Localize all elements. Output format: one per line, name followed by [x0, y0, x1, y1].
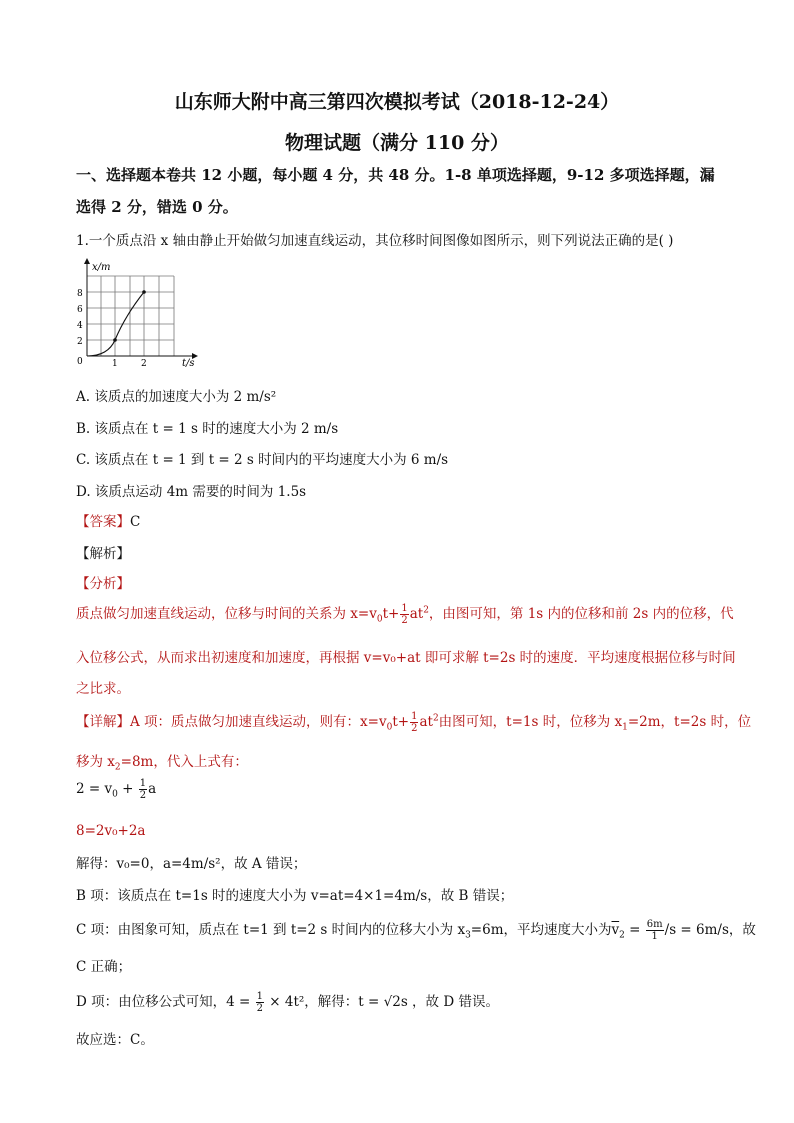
c-frac-num: 6m — [646, 919, 663, 930]
detail-line2: 移为 $x_2=8m$，代入上式有： — [76, 754, 248, 773]
detail-tag: 【详解】 — [76, 714, 130, 730]
answer-tag: 【答案】 — [76, 514, 130, 530]
d-frac-den: 2 — [256, 1003, 263, 1014]
curve-point-2s — [142, 290, 146, 294]
c-end: ，故 — [728, 922, 756, 938]
c-explanation-line2: C 正确； — [76, 959, 132, 975]
d-text-b: × 4t²，解得：t = √2s ，故 D 错误。 — [264, 994, 499, 1010]
eq1-num: 1 — [139, 778, 147, 789]
eq1-left: 2 = v — [76, 781, 113, 797]
equation-1: $2 = v_0$ + $\frac{1}{2}$ a — [76, 778, 157, 801]
exam-subtitle: 物理试题（满分 110 分） — [285, 132, 509, 154]
d-fraction — [256, 991, 264, 1014]
half-fraction — [400, 603, 408, 626]
eq1-den: 2 — [139, 790, 147, 801]
x-tick-2: 2 — [141, 359, 147, 369]
analysis-text-b: t+ — [382, 606, 400, 622]
c-fraction — [646, 919, 664, 942]
origin-label: 0 — [77, 357, 83, 367]
d-text-a: D 项：由位移公式可知，4 = — [76, 994, 255, 1010]
option-c: C. 该质点在 t = 1 到 t = 2 s 时间内的平均速度大小为 6 m/s — [76, 452, 449, 468]
y-tick-4: 4 — [77, 321, 83, 331]
c-frac-den: 1 — [651, 931, 658, 942]
detail-text-c: at — [419, 714, 433, 730]
c-mid: /s = 6 — [664, 922, 705, 938]
answer-value: C — [130, 514, 141, 530]
detail-text-a: A 项：质点做匀加速直线运动，则有：x=v — [130, 714, 387, 730]
c-text-a: C 项：由图象可知，质点在 t=1 到 t=2 s 时间内的位移大小为 x — [76, 922, 466, 938]
detail-line1: 【详解】A 项：质点做匀加速直线运动，则有：$x=v_0t+$ $\frac{1}{2}$ $at^2$由图可知，t=1s 时，位移为 $x_1=2m$，t=2s 时，位 — [76, 711, 752, 734]
graph-grid — [87, 276, 174, 356]
detail-text-d: 由图可知，t=1s 时，位移为 x — [438, 714, 623, 730]
analysis-line2: 入位移公式，从而求出初速度和加速度，再根据 v=v₀+at 即可求解 t=2s 时的速度．平均速度根据位移与时间 — [76, 650, 736, 666]
solve-line: 解得：v₀=0，a=4m/s²，故 A 错误； — [76, 856, 307, 872]
fenxi-tag: 【分析】 — [76, 576, 130, 592]
equation-2: 8=2v₀+2a — [76, 823, 146, 839]
x-t-graph — [72, 256, 202, 372]
c-explanation-line1: C 项：由图象可知，质点在 t=1 到 t=2 s 时间内的位移大小为 $x_3=6m$，平均速度大小为$\overline{v}_2$ = $\frac{6m}{1}$ /s = 6m/s，故 — [76, 919, 756, 942]
d-explanation — [76, 990, 499, 1014]
eq1-fraction — [139, 778, 147, 801]
analysis-line1: 质点做匀加速直线运动，位移与时间的关系为 $x=v_0t+$ $\frac{1}{2}$ $at^2$，由图可知，第 1s 内的位移和前 2s 内的位移，代 — [76, 603, 734, 626]
detail-text-e: =2m，t=2s 时，位 — [627, 714, 752, 730]
conclusion: 故应选：C。 — [76, 1032, 154, 1048]
analysis-text-a: 质点做匀加速直线运动，位移与时间的关系为 x=v — [76, 606, 377, 622]
analysis-text-c: at — [409, 606, 424, 622]
y-axis-label: x/m — [92, 262, 111, 273]
question-stem: 1.一个质点沿 x 轴由静止开始做匀加速直线运动，其位移时间图像如图所示，则下列说法正确的是( ) — [76, 233, 674, 249]
y-tick-6: 6 — [77, 305, 83, 315]
detail-text-b: t+ — [392, 714, 410, 730]
option-a: A. 该质点的加速度大小为 2 m/s² — [76, 389, 277, 405]
analysis-text-d: ，由图可知，第 1s 内的位移和前 2s 内的位移，代 — [428, 606, 734, 622]
y-tick-8: 8 — [77, 289, 83, 299]
half-den: 2 — [401, 615, 408, 626]
curve-point-1s — [113, 338, 117, 342]
half-fraction-2 — [410, 711, 418, 734]
analysis-line3: 之比求。 — [76, 681, 130, 697]
x-tick-1: 1 — [112, 359, 118, 369]
section-heading-line2: 选得 2 分，错选 0 分。 — [76, 198, 238, 216]
c-vbar: $\overline{v}$ — [611, 922, 620, 938]
b-explanation: B 项：该质点在 t=1s 时的速度大小为 v=at=4×1=4m/s，故 B 错误； — [76, 888, 514, 904]
exam-title: 山东师大附中高三第四次模拟考试（2018-12-24） — [174, 91, 620, 113]
half-num: 1 — [401, 603, 408, 614]
d-frac-num: 1 — [256, 991, 263, 1002]
y-tick-2: 2 — [77, 337, 83, 347]
detail2-text-b: =8m，代入上式有： — [120, 754, 248, 770]
c-text-b: =6m，平均速度大小为 — [470, 922, 612, 938]
analysis-tag: 【解析】 — [76, 546, 130, 562]
half-den-2: 2 — [411, 723, 418, 734]
detail2-text-a: 移为 x — [76, 754, 115, 770]
x-axis-label: t/s — [182, 358, 195, 369]
eq1-a: a — [148, 781, 157, 797]
c-unit: m/s — [704, 922, 729, 938]
half-num-2: 1 — [411, 711, 418, 722]
answer-line — [76, 510, 140, 530]
section-heading-line1: 一、选择题本卷共 12 小题，每小题 4 分，共 48 分。1-8 单项选择题，9-12 多项选择题，漏 — [76, 166, 715, 184]
eq1-plus: + — [117, 781, 138, 797]
option-d: D. 该质点运动 4m 需要的时间为 1.5s — [76, 484, 307, 500]
y-axis-arrow — [84, 258, 90, 264]
option-b: B. 该质点在 t = 1 s 时的速度大小为 2 m/s — [76, 421, 339, 437]
